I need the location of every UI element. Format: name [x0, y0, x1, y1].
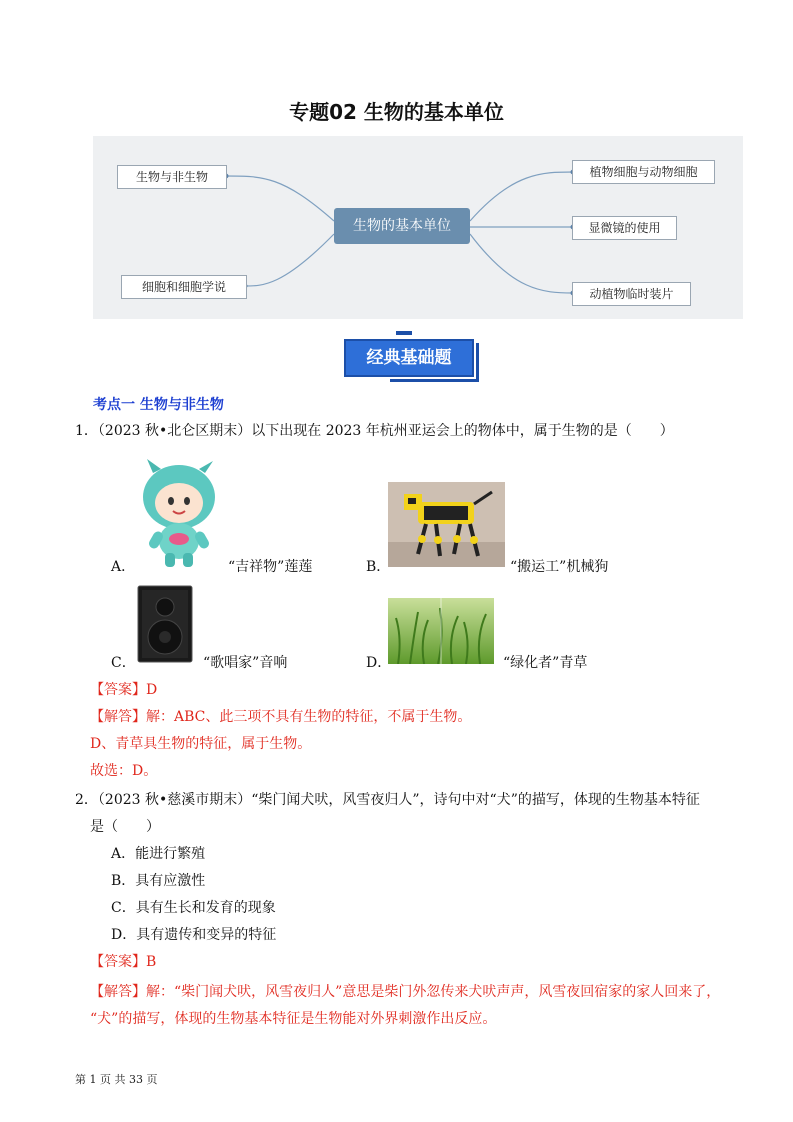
q1-stem: 1．（2023 秋•北仑区期末）以下出现在 2023 年杭州亚运会上的物体中，属于生物的是（ ）: [75, 423, 674, 439]
mascot-image: [133, 453, 225, 569]
q2-answer: 【答案】B: [90, 954, 157, 970]
q2-option-d: D．具有遗传和变异的特征: [111, 927, 277, 943]
mind-map-node-temporary-slides: 动植物临时装片: [572, 282, 691, 306]
q1-answer: 【答案】D: [90, 682, 158, 698]
q2-option-b: B．具有应激性: [111, 873, 206, 889]
mind-map-node-plant-animal-cells: 植物细胞与动物细胞: [572, 160, 715, 184]
q1-option-b-caption: “搬运工”机械狗: [510, 559, 609, 575]
mind-map: [93, 136, 743, 319]
banner-label: 经典基础题: [344, 339, 474, 377]
robot-dog-image: [388, 482, 505, 567]
q1-option-c-letter: C．: [111, 655, 136, 671]
q2-stem-line-1: 2．（2023 秋•慈溪市期末）“柴门闻犬吠，风雪夜归人”，诗句中对“犬”的描写，体现的生物基本特征: [75, 792, 700, 808]
mind-map-node-living-nonliving: 生物与非生物: [117, 165, 227, 189]
q2-explanation-2: “犬”的描写，体现的生物基本特征是生物能对外界刺激作出反应。: [90, 1011, 497, 1027]
q1-option-b-letter: B．: [366, 559, 391, 575]
q2-stem-line-2: 是（ ）: [90, 819, 160, 835]
q2-option-a: A．能进行繁殖: [111, 846, 206, 862]
q1-option-a-caption: “吉祥物”莲莲: [228, 559, 313, 575]
q1-explanation-2: D、青草具生物的特征，属于生物。: [90, 736, 312, 752]
speaker-image: [137, 585, 193, 663]
q1-option-d-letter: D．: [366, 655, 392, 671]
grass-image: [388, 598, 494, 664]
q1-explanation-3: 故选：D。: [90, 763, 158, 779]
page-title: 专题02 生物的基本单位: [289, 100, 504, 124]
section-heading: 考点一 生物与非生物: [93, 397, 224, 413]
q2-option-c: C．具有生长和发育的现象: [111, 900, 276, 916]
q1-option-a-letter: A．: [111, 559, 136, 575]
q1-explanation-1: 【解答】解：ABC、此三项不具有生物的特征，不属于生物。: [90, 709, 472, 725]
mind-map-node-microscope: 显微镜的使用: [572, 216, 677, 240]
page-footer: 第 1 页 共 33 页: [75, 1073, 158, 1086]
mind-map-center-node: 生物的基本单位: [334, 208, 470, 244]
q1-option-c-caption: “歌唱家”音响: [203, 655, 288, 671]
mind-map-node-cell-theory: 细胞和细胞学说: [121, 275, 247, 299]
q2-explanation-1: 【解答】解：“柴门闻犬吠，风雪夜归人”意思是柴门外忽传来犬吠声声，风雪夜回宿家的家人回来了，: [90, 984, 721, 1000]
section-banner: [340, 331, 480, 381]
q1-option-d-caption: “绿化者”青草: [503, 655, 588, 671]
